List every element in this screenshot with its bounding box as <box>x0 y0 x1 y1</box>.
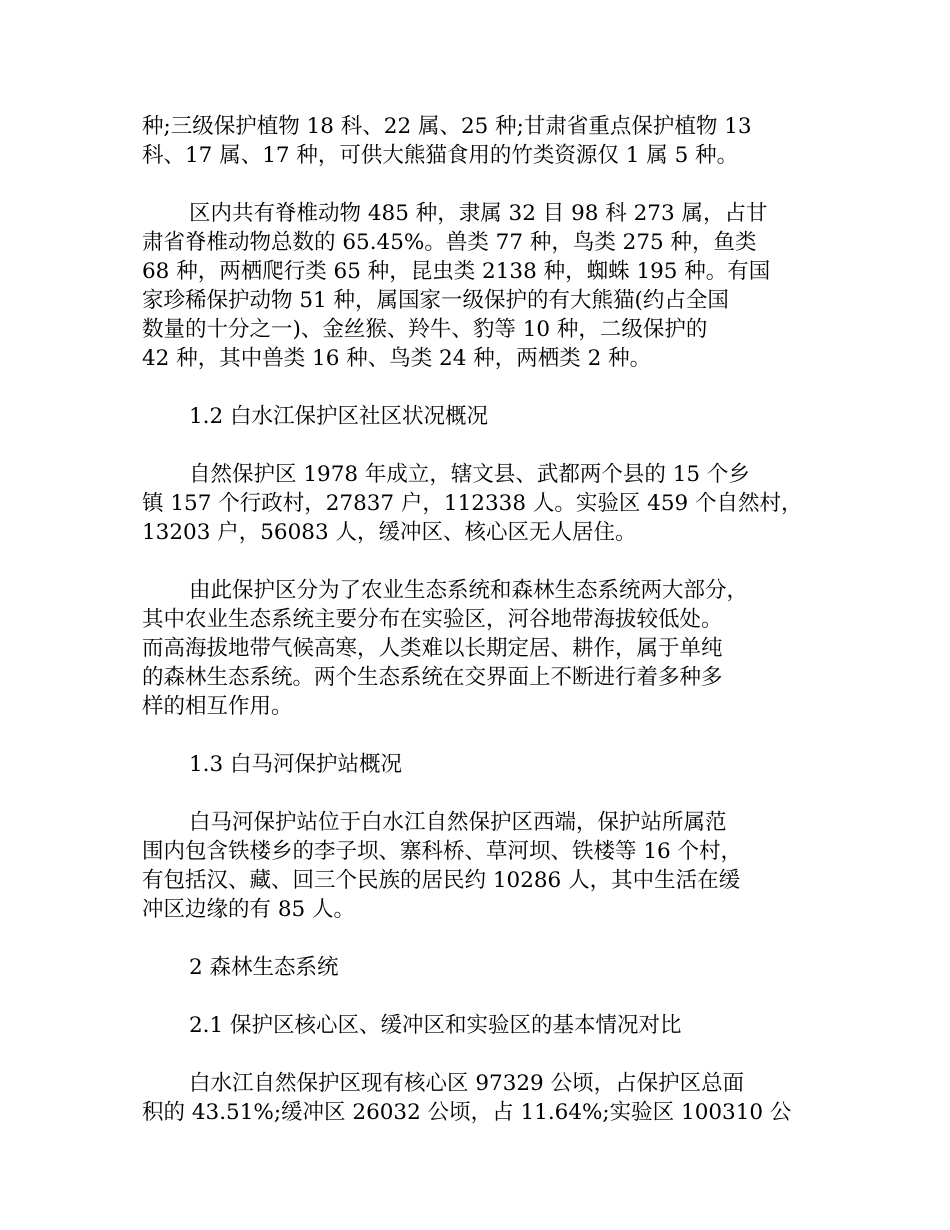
text-line: 冲区边缘的有 85 人。 <box>142 897 356 922</box>
text-line: 42 种，其中兽类 16 种、鸟类 24 种，两栖类 2 种。 <box>142 346 652 371</box>
text-line: 其中农业生态系统主要分布在实验区，河谷地带海拔较低处。 <box>142 607 723 632</box>
text-line: 自然保护区 1978 年成立，辖文县、武都两个县的 15 个乡 <box>189 462 750 487</box>
section-heading-2 <box>142 953 822 982</box>
section-heading-1-3 <box>142 750 822 779</box>
text-line: 围内包含铁楼乡的李子坝、寨科桥、草河坝、铁楼等 16 个村， <box>142 839 743 864</box>
heading-text: 2.1 保护区核心区、缓冲区和实验区的基本情况对比 <box>189 1013 682 1038</box>
section-heading-2-1 <box>142 1011 822 1040</box>
text-line: 样的相互作用。 <box>142 694 293 719</box>
paragraph-zones <box>142 1069 822 1127</box>
heading-text: 2 森林生态系统 <box>189 955 339 980</box>
paragraph-vertebrates <box>142 199 822 373</box>
document-page <box>142 112 822 1127</box>
paragraph-ecosystems <box>142 576 822 721</box>
text-line: 而高海拔地带气候高寒，人类难以长期定居、耕作，属于单纯 <box>142 636 723 661</box>
text-line: 种;三级保护植物 18 科、22 属、25 种;甘肃省重点保护植物 13 <box>142 114 752 139</box>
text-line: 68 种，两栖爬行类 65 种，昆虫类 2138 种，蜘蛛 195 种。有国 <box>142 259 771 284</box>
text-line: 家珍稀保护动物 51 种，属国家一级保护的有大熊猫(约占全国 <box>142 288 729 313</box>
text-line: 数量的十分之一)、金丝猴、羚牛、豹等 10 种，二级保护的 <box>142 317 708 342</box>
paragraph-community <box>142 460 822 547</box>
text-line: 肃省脊椎动物总数的 65.45%。兽类 77 种，鸟类 275 种，鱼类 <box>142 230 757 255</box>
text-line: 白水江自然保护区现有核心区 97329 公顷，占保护区总面 <box>189 1071 745 1096</box>
text-line: 积的 43.51%;缓冲区 26032 公顷，占 11.64%;实验区 100310 公 <box>142 1100 792 1125</box>
text-line: 白马河保护站位于白水江自然保护区西端，保护站所属范 <box>189 810 727 835</box>
text-line: 科、17 属、17 种，可供大熊猫食用的竹类资源仅 1 属 5 种。 <box>142 143 739 168</box>
text-line: 的森林生态系统。两个生态系统在交界面上不断进行着多种多 <box>142 665 723 690</box>
paragraph-baimahe-station <box>142 808 822 924</box>
heading-text: 1.2 白水江保护区社区状况概况 <box>189 404 489 429</box>
section-heading-1-2 <box>142 402 822 431</box>
heading-text: 1.3 白马河保护站概况 <box>189 752 403 777</box>
paragraph-plants-continued <box>142 112 822 170</box>
text-line: 有包括汉、藏、回三个民族的居民约 10286 人，其中生活在缓 <box>142 868 741 893</box>
text-line: 镇 157 个行政村，27837 户，112338 人。实验区 459 个自然村， <box>142 491 803 516</box>
text-line: 由此保护区分为了农业生态系统和森林生态系统两大部分， <box>189 578 749 603</box>
text-line: 区内共有脊椎动物 485 种，隶属 32 目 98 科 273 属，占甘 <box>189 201 768 226</box>
text-line: 13203 户，56083 人，缓冲区、核心区无人居住。 <box>142 520 637 545</box>
